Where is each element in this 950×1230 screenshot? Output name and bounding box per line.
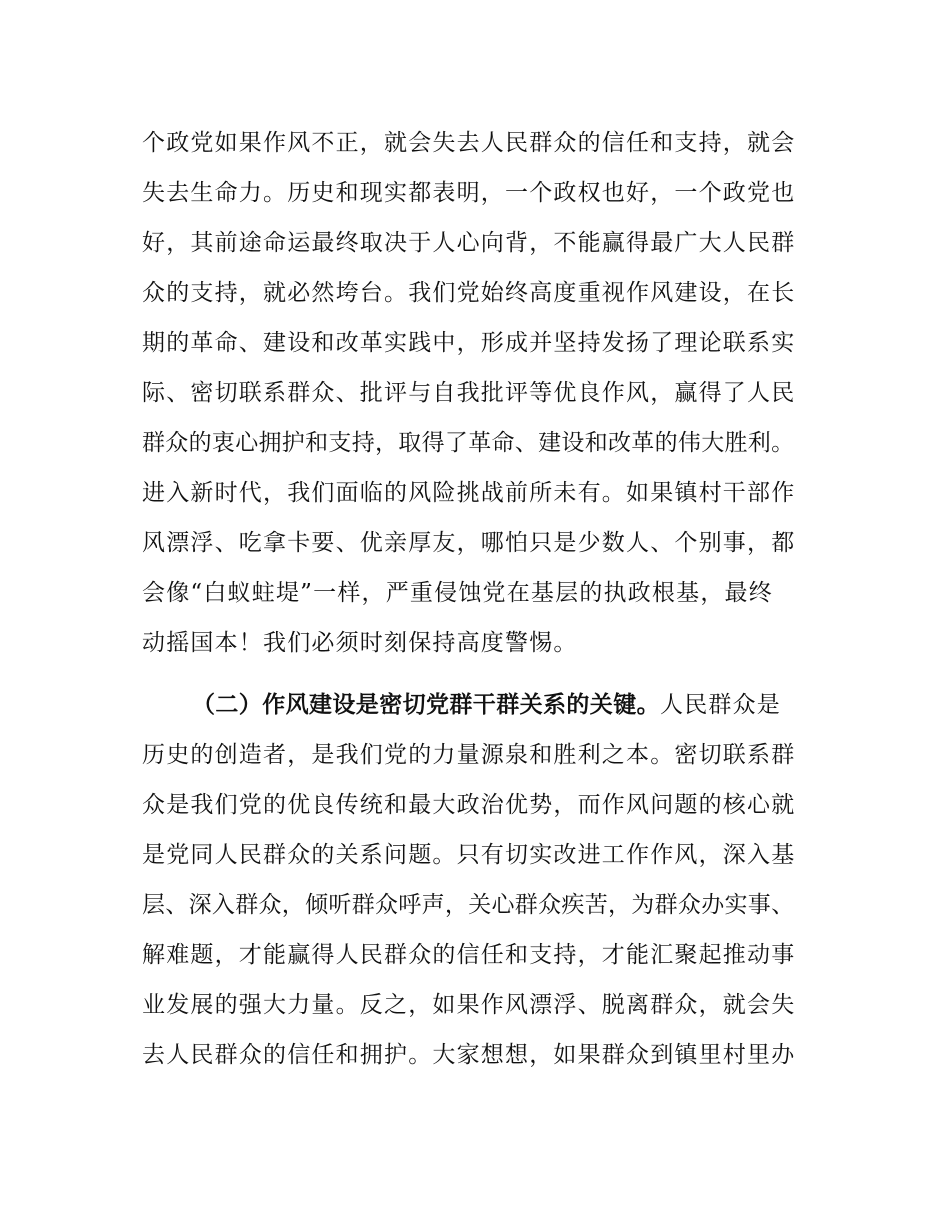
paragraph-line: 业发展的强大力量。反之，如果作风漂浮、脱离群众，就会失 xyxy=(142,992,796,1018)
section-heading: （二）作风建设是密切党群干群关系的关键。 xyxy=(192,692,660,718)
paragraph-line: 解难题，才能赢得人民群众的信任和支持，才能汇聚起推动事 xyxy=(142,942,796,968)
paragraph-first-line xyxy=(192,690,822,720)
paragraph-line: 众是我们党的优良传统和最大政治优势，而作风问题的核心就 xyxy=(142,792,796,818)
paragraph-line-rest: 人民群众是 xyxy=(660,692,781,718)
paragraph-line: 是党同人民群众的关系问题。只有切实改进工作作风，深入基 xyxy=(142,842,796,868)
paragraph-line: 期的革命、建设和改革实践中，形成并坚持发扬了理论联系实 xyxy=(142,330,796,356)
paragraph-line: 去人民群众的信任和拥护。大家想想，如果群众到镇里村里办 xyxy=(142,1042,796,1068)
paragraph-line: 际、密切联系群众、批评与自我批评等优良作风，赢得了人民 xyxy=(142,380,796,406)
paragraph-line: 动摇国本！我们必须时刻保持高度警惕。 xyxy=(142,630,578,656)
paragraph-line: 会像“白蚁蛀堤”一样，严重侵蚀党在基层的执政根基，最终 xyxy=(142,580,773,606)
paragraph-line: 个政党如果作风不正，就会失去人民群众的信任和支持，就会 xyxy=(142,130,796,156)
paragraph-line: 历史的创造者，是我们党的力量源泉和胜利之本。密切联系群 xyxy=(142,742,796,768)
paragraph-line: 众的支持，就必然垮台。我们党始终高度重视作风建设，在长 xyxy=(142,280,796,306)
paragraph-line: 进入新时代，我们面临的风险挑战前所未有。如果镇村干部作 xyxy=(142,480,796,506)
paragraph-line: 群众的衷心拥护和支持，取得了革命、建设和改革的伟大胜利。 xyxy=(142,430,795,456)
paragraph-line: 风漂浮、吃拿卡要、优亲厚友，哪怕只是少数人、个别事，都 xyxy=(142,530,796,556)
paragraph-line: 失去生命力。历史和现实都表明，一个政权也好，一个政党也 xyxy=(142,180,796,206)
paragraph-line: 层、深入群众，倾听群众呼声，关心群众疾苦，为群众办实事、 xyxy=(142,892,795,918)
paragraph-line: 好，其前途命运最终取决于人心向背，不能赢得最广大人民群 xyxy=(142,230,796,256)
